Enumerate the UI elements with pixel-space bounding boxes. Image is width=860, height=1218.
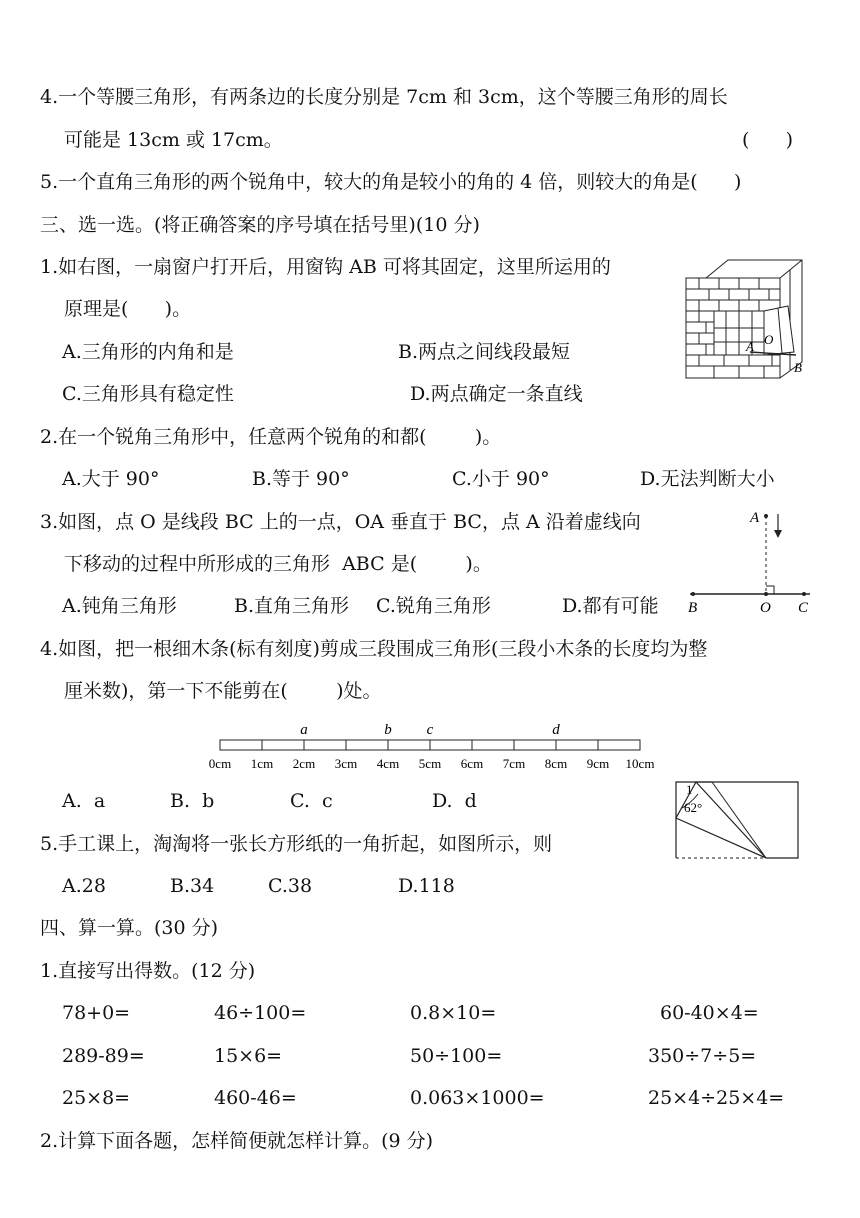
section-3-heading: 三、选一选。(将正确答案的序号填在括号里)(10 分): [40, 214, 480, 236]
choice-q4-option-b: B. b: [170, 790, 215, 812]
ruler-figure: [200, 718, 670, 776]
calc-item: 460-46=: [214, 1087, 297, 1109]
choice-q4-line1: 4.如图，把一根细木条(标有刻度)剪成三段围成三角形(三段小木条的长度均为整: [40, 638, 708, 660]
calc-item: 50÷100=: [410, 1045, 503, 1067]
calc-item: 25×8=: [62, 1087, 131, 1109]
choice-q4-line2: 厘米数)，第一下不能剪在( )处。: [64, 680, 382, 702]
ruler-cut-mark-c: c: [426, 722, 434, 738]
window-label-o: O: [764, 332, 774, 347]
calc-item: 289-89=: [62, 1045, 145, 1067]
choice-q1-line1: 1.如右图，一扇窗户打开后，用窗钩 AB 可将其固定，这里所运用的: [40, 256, 611, 278]
ruler-tick-label: 1cm: [250, 756, 274, 771]
calc-item: 25×4÷25×4=: [648, 1087, 785, 1109]
calc-item: 0.063×1000=: [410, 1087, 545, 1109]
choice-q3-option-a: A.钝角三角形: [62, 595, 177, 617]
choice-q5-option-b: B.34: [170, 875, 215, 897]
choice-q5: 5.手工课上，淘淘将一张长方形纸的一角折起，如图所示，则: [40, 833, 553, 855]
calc-item: 46÷100=: [214, 1002, 307, 1024]
choice-q2-option-b: B.等于 90°: [252, 468, 350, 490]
ruler-tick-label: 0cm: [208, 756, 232, 771]
choice-q5-option-d: D.118: [398, 875, 455, 897]
ruler-cut-mark-a: a: [300, 722, 308, 738]
ruler-tick-label: 2cm: [292, 756, 316, 771]
window-label-b: B: [794, 360, 802, 375]
choice-q5-option-a: A.28: [62, 875, 106, 897]
choice-q3-option-b: B.直角三角形: [234, 595, 350, 617]
ruler-cut-mark-d: d: [552, 722, 560, 738]
judge-q4-answer-paren[interactable]: ( ): [742, 129, 794, 151]
ruler-tick-label: 8cm: [544, 756, 568, 771]
choice-q1-option-a: A.三角形的内角和是: [62, 341, 234, 363]
choice-q1-option-b: B.两点之间线段最短: [398, 341, 571, 363]
choice-q4-option-d: D. d: [432, 790, 477, 812]
calc-item: 350÷7÷5=: [648, 1045, 757, 1067]
ruler-cut-mark-b: b: [384, 722, 392, 738]
section-4-heading: 四、算一算。(30 分): [40, 917, 219, 939]
window-brick-figure: [684, 258, 814, 380]
ruler-tick-label: 9cm: [586, 756, 610, 771]
folded-paper-figure: [668, 778, 802, 862]
choice-q1-option-c: C.三角形具有稳定性: [62, 383, 234, 405]
perp-label-a: A: [750, 510, 760, 526]
judge-q4-line1: 4.一个等腰三角形，有两条边的长度分别是 7cm 和 3cm，这个等腰三角形的周长: [40, 86, 728, 108]
calc-item: 0.8×10=: [410, 1002, 497, 1024]
ruler-tick-label: 7cm: [502, 756, 526, 771]
choice-q3-option-d: D.都有可能: [562, 595, 659, 617]
choice-q4-option-a: A. a: [62, 790, 106, 812]
judge-q5: 5.一个直角三角形的两个锐角中，较大的角是较小的角的 4 倍，则较大的角是( ): [40, 171, 742, 193]
choice-q3-line1: 3.如图，点 O 是线段 BC 上的一点，OA 垂直于 BC，点 A 沿着虚线向: [40, 511, 641, 533]
ruler-tick-label: 3cm: [334, 756, 358, 771]
fold-angle-62-label: 62°: [684, 800, 703, 815]
ruler-tick-label: 4cm: [376, 756, 400, 771]
choice-q3-option-c: C.锐角三角形: [376, 595, 491, 617]
calc-item: 15×6=: [214, 1045, 283, 1067]
fold-angle-1-label: 1: [686, 782, 693, 797]
ruler-tick-label: 10cm: [625, 756, 655, 771]
calc-item: 60-40×4=: [660, 1002, 759, 1024]
ruler-tick-label: 5cm: [418, 756, 442, 771]
perp-label-o: O: [760, 600, 771, 616]
choice-q2-option-a: A.大于 90°: [62, 468, 160, 490]
calc-part2-heading: 2.计算下面各题，怎样简便就怎样计算。(9 分): [40, 1130, 434, 1152]
choice-q2-option-d: D.无法判断大小: [640, 468, 775, 490]
perp-label-c: C: [798, 600, 809, 616]
choice-q3-line2: 下移动的过程中所形成的三角形 ABC 是( )。: [64, 553, 492, 575]
choice-q5-option-c: C.38: [268, 875, 313, 897]
perpendicular-figure: [682, 506, 822, 616]
ruler-tick-label: 6cm: [460, 756, 484, 771]
choice-q1-line2: 原理是( )。: [64, 298, 192, 320]
judge-q4-line2: 可能是 13cm 或 17cm。: [64, 129, 283, 151]
choice-q1-option-d: D.两点确定一条直线: [410, 383, 583, 405]
choice-q4-option-c: C. c: [290, 790, 333, 812]
window-label-a: A: [746, 339, 754, 354]
choice-q2-option-c: C.小于 90°: [452, 468, 550, 490]
calc-item: 78+0=: [62, 1002, 131, 1024]
perp-label-b: B: [688, 600, 698, 616]
choice-q2: 2.在一个锐角三角形中，任意两个锐角的和都( )。: [40, 426, 502, 448]
calc-part1-heading: 1.直接写出得数。(12 分): [40, 960, 256, 982]
